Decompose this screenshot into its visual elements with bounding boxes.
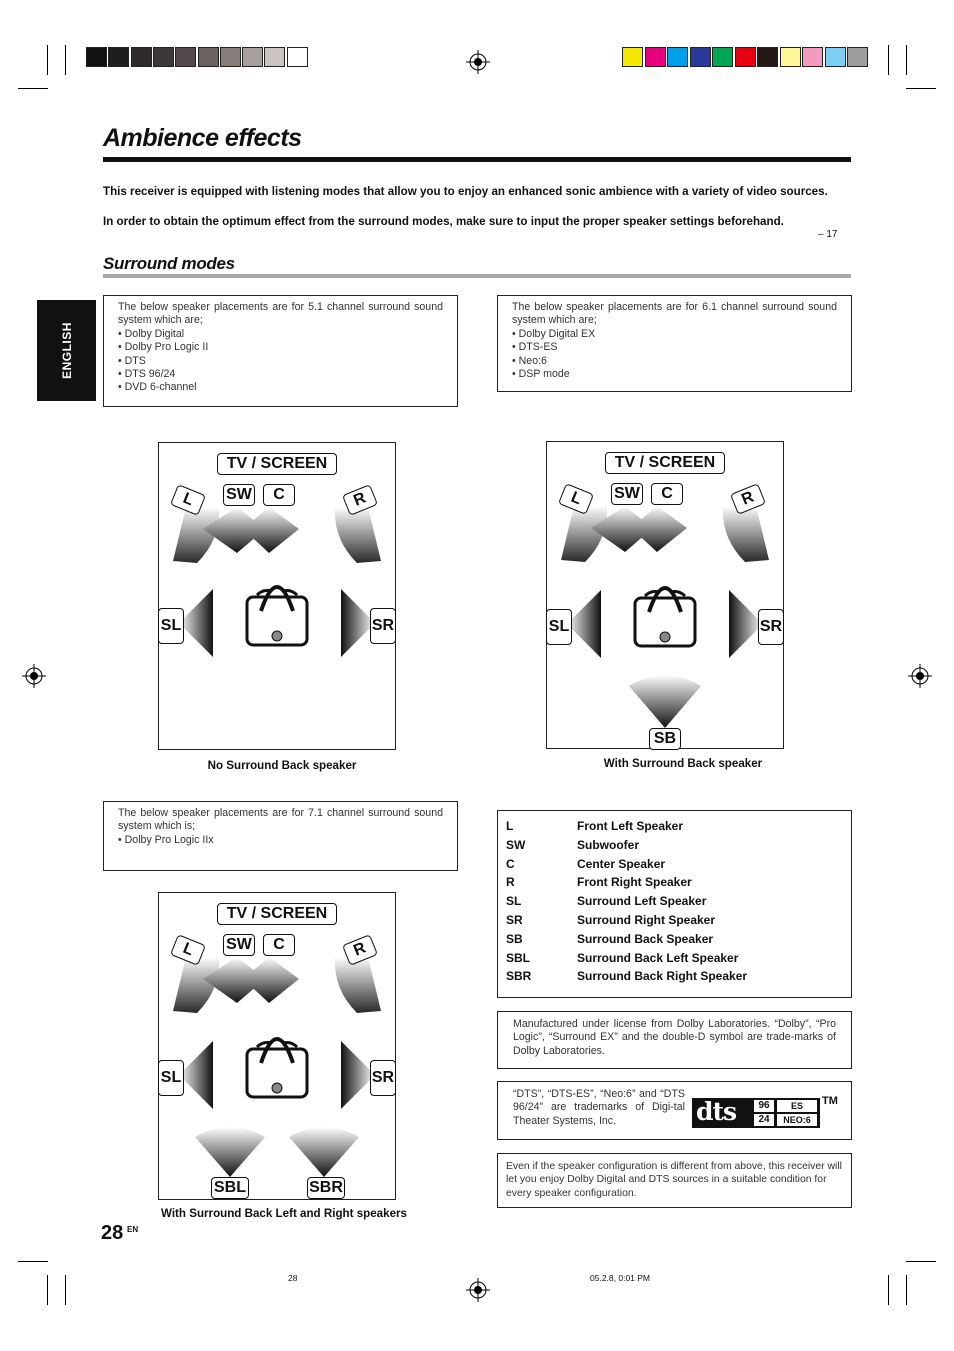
- legend-row: [506, 819, 683, 838]
- diagram-caption: With Surround Back speaker: [603, 757, 763, 770]
- color-swatch: [712, 47, 733, 67]
- subwoofer-label: SW: [611, 483, 643, 505]
- crop-mark: [65, 45, 66, 75]
- tv-screen-label: TV / SCREEN: [217, 903, 337, 925]
- front-left-label: L: [170, 934, 206, 966]
- surround-left-label: SL: [158, 608, 184, 644]
- gray-swatch: [153, 47, 174, 67]
- title-rule: [103, 157, 851, 162]
- legend-row: [506, 838, 639, 857]
- legend-code: SB: [506, 931, 523, 946]
- note-text: The below speaker placements are for 7.1 channel surround sound system which is;: [118, 807, 443, 833]
- surround-back-label: SB: [649, 728, 681, 750]
- footer-page: 28: [288, 1273, 298, 1283]
- legend-description: Front Right Speaker: [577, 875, 692, 890]
- dts-logo: [692, 1098, 820, 1128]
- crop-mark: [906, 1261, 936, 1262]
- front-left-label: L: [558, 483, 594, 515]
- gray-swatch: [287, 47, 308, 67]
- surround-back-right-label: SBR: [307, 1177, 345, 1199]
- note-item: • DVD 6-channel: [118, 381, 197, 394]
- config-notice-box: [497, 1153, 852, 1208]
- tv-screen-label: TV / SCREEN: [217, 453, 337, 475]
- subwoofer-label: SW: [223, 934, 255, 956]
- note-item: • Dolby Pro Logic IIx: [118, 833, 214, 846]
- dts-logo-text: dts: [696, 1097, 737, 1126]
- section-rule: [103, 274, 851, 278]
- gray-swatch: [198, 47, 219, 67]
- crop-mark: [47, 1275, 48, 1305]
- crop-mark: [47, 45, 48, 75]
- legend-code: SBL: [506, 950, 530, 965]
- crop-mark: [906, 88, 936, 89]
- color-swatch: [622, 47, 643, 67]
- note-box-6-1: [497, 295, 852, 392]
- legend-row: [506, 932, 713, 951]
- subwoofer-label: SW: [223, 484, 255, 506]
- front-right-label: R: [342, 484, 378, 516]
- gray-swatch: [108, 47, 129, 67]
- legend-code: SL: [506, 894, 522, 909]
- color-swatch: [825, 47, 846, 67]
- speaker-legend: [497, 810, 852, 998]
- gray-swatch: [264, 47, 285, 67]
- legend-row: [506, 894, 706, 913]
- note-item: • DTS 96/24: [118, 368, 176, 381]
- note-box-5-1: [103, 295, 458, 407]
- dts-logo-neo6: NEO:6: [777, 1114, 817, 1126]
- legend-code: SW: [506, 837, 526, 852]
- color-swatch: [847, 47, 868, 67]
- color-swatch: [645, 47, 666, 67]
- dolby-notice: Manufactured under license from Dolby Laboratories. “Dolby”, “Pro Logic”, “Surround EX” and the double-D symbol are trade-marks of Dolby Laboratories.: [513, 1018, 836, 1057]
- gray-swatch: [242, 47, 263, 67]
- speaker-diagram-7-1: [158, 892, 396, 1200]
- language-label: ENGLISH: [59, 322, 74, 379]
- tv-screen-label: TV / SCREEN: [605, 452, 725, 474]
- dts-notice-box: [497, 1081, 852, 1140]
- page-title: Ambience effects: [103, 124, 302, 152]
- note-box-7-1: [103, 801, 458, 871]
- crop-mark: [888, 1275, 889, 1305]
- gray-swatch: [86, 47, 107, 67]
- legend-code: C: [506, 856, 515, 871]
- legend-description: Surround Back Speaker: [577, 931, 714, 946]
- legend-description: Subwoofer: [577, 837, 639, 852]
- legend-description: Surround Back Right Speaker: [577, 969, 748, 984]
- center-label: C: [263, 484, 295, 506]
- color-swatch: [802, 47, 823, 67]
- crop-mark: [888, 45, 889, 75]
- dts-logo-es: ES: [777, 1100, 817, 1112]
- speaker-diagram-5-1: [158, 442, 396, 750]
- diagram-caption: No Surround Back speaker: [207, 759, 357, 772]
- surround-left-label: SL: [158, 1060, 184, 1096]
- note-item: • DSP mode: [512, 368, 570, 381]
- dts-logo-24: 24: [754, 1114, 774, 1126]
- note-item: • Dolby Pro Logic II: [118, 341, 209, 354]
- note-item: • Dolby Digital: [118, 327, 185, 340]
- note-item: • Dolby Digital EX: [512, 327, 596, 340]
- surround-right-label: SR: [370, 608, 396, 644]
- dolby-notice-box: [497, 1011, 852, 1069]
- crop-mark: [18, 88, 48, 89]
- legend-description: Front Left Speaker: [577, 819, 684, 833]
- gray-swatch: [131, 47, 152, 67]
- config-notice: Even if the speaker configuration is different from above, this receiver will let you enjoy Dolby Digital and DTS sources in a suitable condition for every speaker configuration.: [506, 1161, 842, 1199]
- registration-mark-icon: [908, 664, 932, 688]
- intro-paragraph: In order to obtain the optimum effect from the surround modes, make sure to input the proper speaker settings beforehand.: [103, 215, 784, 228]
- note-item: • DTS: [118, 354, 146, 367]
- dts-logo-96: 96: [754, 1100, 774, 1112]
- legend-description: Surround Back Left Speaker: [577, 950, 739, 965]
- note-item: • DTS-ES: [512, 341, 558, 354]
- legend-description: Surround Right Speaker: [577, 913, 716, 927]
- center-label: C: [263, 934, 295, 956]
- legend-row: [506, 875, 692, 894]
- registration-mark-icon: [22, 664, 46, 688]
- trademark-symbol: TM: [822, 1095, 838, 1107]
- crop-mark: [65, 1275, 66, 1305]
- front-left-label: L: [170, 484, 206, 516]
- legend-code: R: [506, 875, 515, 890]
- page-number: 28: [101, 1222, 124, 1244]
- surround-right-label: SR: [370, 1060, 396, 1096]
- registration-mark-icon: [466, 1278, 490, 1302]
- gray-swatch: [175, 47, 196, 67]
- footer-timestamp: 05.2.8, 0:01 PM: [590, 1273, 651, 1283]
- intro-paragraph: This receiver is equipped with listening modes that allow you to enjoy an enhanced sonic ambience with a variety of video sources.: [103, 185, 828, 198]
- front-right-label: R: [730, 483, 766, 515]
- legend-description: Surround Left Speaker: [577, 894, 707, 909]
- color-swatch: [757, 47, 778, 67]
- legend-description: Center Speaker: [577, 856, 666, 871]
- surround-right-label: SR: [758, 609, 784, 645]
- registration-mark-icon: [466, 50, 490, 74]
- legend-row: [506, 857, 665, 876]
- surround-back-left-label: SBL: [211, 1177, 249, 1199]
- surround-left-label: SL: [546, 609, 572, 645]
- legend-code: L: [506, 819, 514, 833]
- diagram-caption: With Surround Back Left and Right speakers: [161, 1207, 407, 1220]
- dts-notice: “DTS”, “DTS-ES”, “Neo:6” and “DTS 96/24” are trademarks of Digi-tal Theater Systems, Inc.: [513, 1088, 685, 1127]
- speaker-diagram-6-1: [546, 441, 784, 749]
- front-right-label: R: [342, 934, 378, 966]
- note-text: The below speaker placements are for 6.1 channel surround sound system which are;: [512, 301, 837, 327]
- note-text: The below speaker placements are for 5.1 channel surround sound system which are;: [118, 301, 443, 327]
- legend-code: SBR: [506, 969, 532, 984]
- color-swatch: [690, 47, 711, 67]
- legend-row: [506, 969, 747, 988]
- crop-mark: [906, 45, 907, 75]
- color-swatch: [780, 47, 801, 67]
- legend-code: SR: [506, 913, 523, 927]
- page-number-suffix: EN: [127, 1225, 139, 1234]
- crop-mark: [906, 1275, 907, 1305]
- crop-mark: [18, 1261, 48, 1262]
- gray-swatch: [220, 47, 241, 67]
- legend-row: [506, 913, 715, 932]
- page-reference: – 17: [818, 229, 838, 240]
- language-tab: [37, 300, 96, 401]
- section-title: Surround modes: [103, 254, 235, 273]
- color-swatch: [735, 47, 756, 67]
- color-swatch: [667, 47, 688, 67]
- center-label: C: [651, 483, 683, 505]
- legend-row: [506, 951, 738, 970]
- note-item: • Neo:6: [512, 354, 547, 367]
